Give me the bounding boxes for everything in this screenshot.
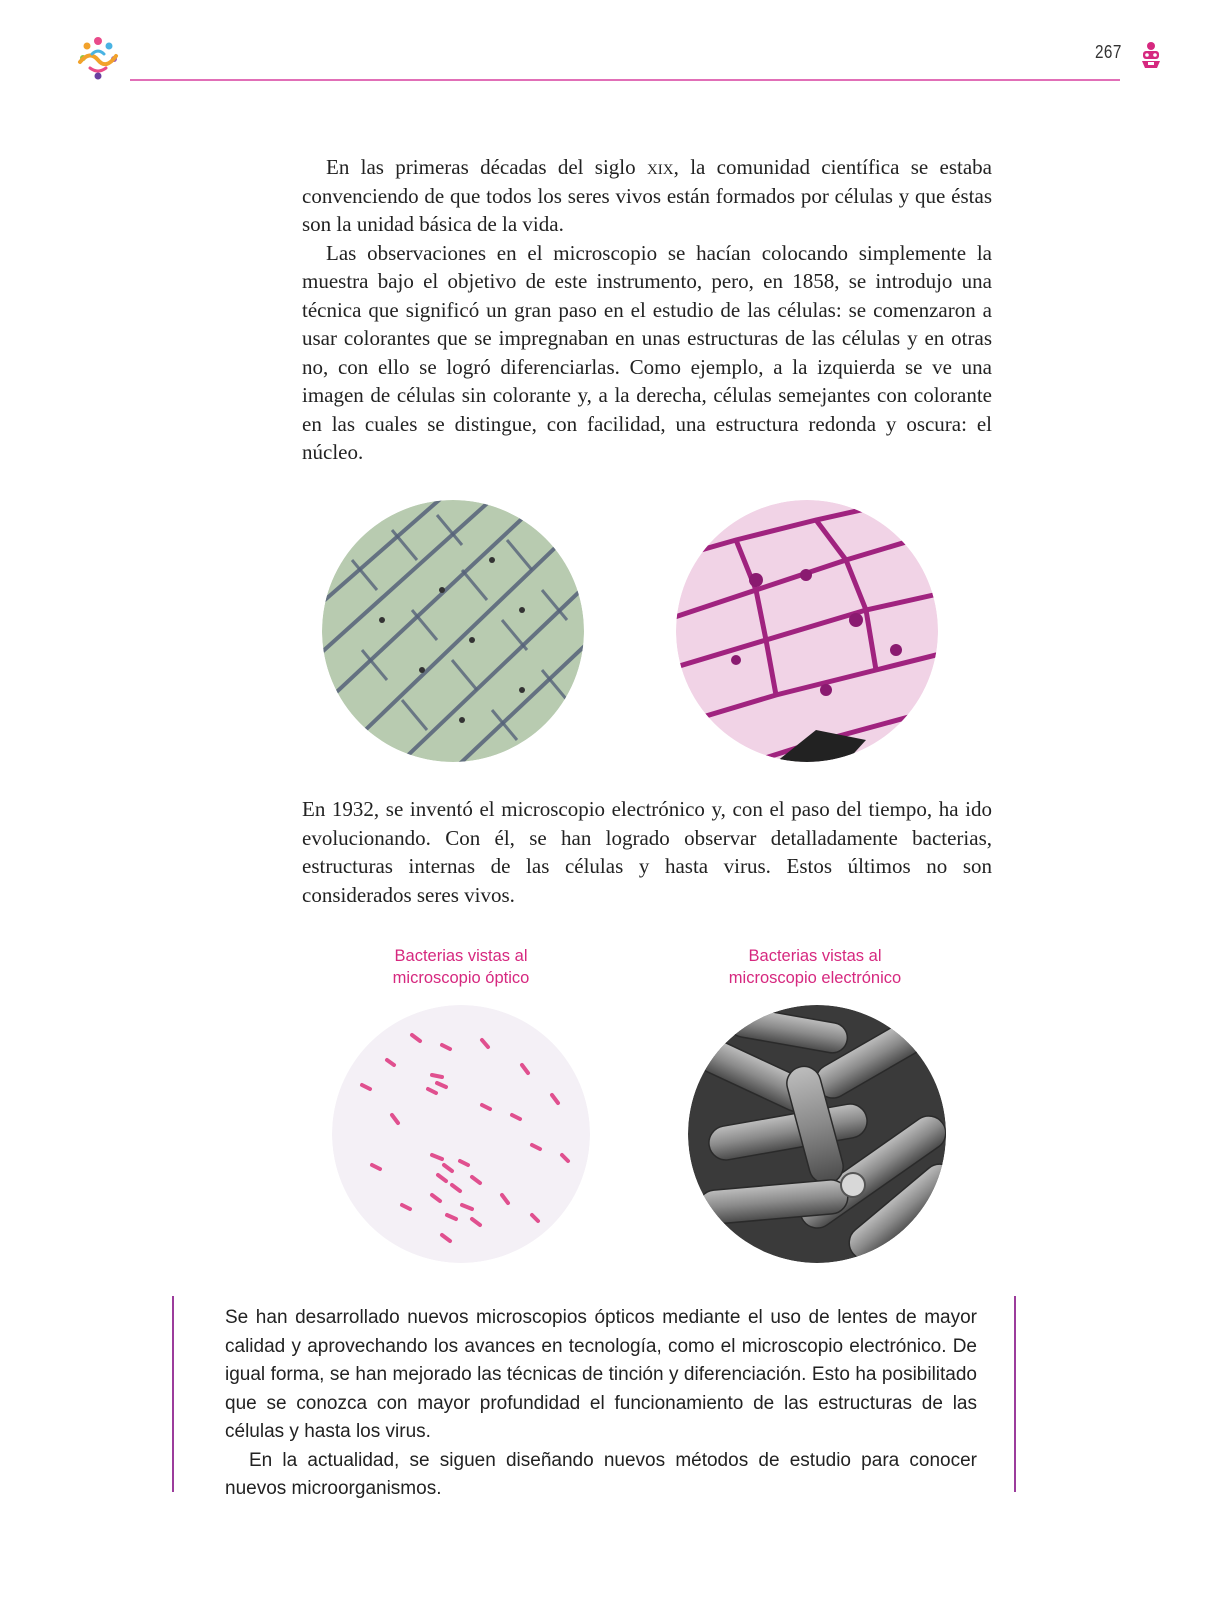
- box-left-rule: [172, 1296, 174, 1492]
- colorful-figure-logo-icon: [72, 32, 124, 84]
- intro-paragraph-2: Las observaciones en el microscopio se hacían colocando simplemente la muestra bajo el objetivo de este instrumento, pero, en 1858, se introdujo una técnica que significó un gran paso en el estudio de las células: se comenzaron a usar colorantes que se impregnaban en unas estructuras de las células y en otras no, con ello se logró diferenciarlas. Como ejemplo, a la izquierda se ve una imagen de células sin colorante y, a la derecha, células semejantes con colorante en las cuales se distingue, con facilidad, una estructura redonda y oscura: el núcleo.: [302, 240, 992, 464]
- intro-paragraph-1: En las primeras décadas del siglo xix, la comunidad científica se estaba convenciendo de que todos los seres vivos están formados por células y que éstas son la unidad básica de la vida.: [302, 155, 993, 236]
- electron-bacteria-micrograph: [688, 1005, 946, 1263]
- page-number: 267: [1095, 42, 1122, 62]
- optical-caption: Bacterias vistas al microscopio óptico: [392, 947, 530, 987]
- stained-cells-micrograph: [676, 500, 938, 762]
- intro-text: [302, 153, 992, 467]
- unstained-cells-micrograph: [322, 500, 584, 762]
- pink-mayan-glyph-icon: [1138, 40, 1164, 70]
- summary-paragraph-2: En la actualidad, se siguen diseñando nuevos métodos de estudio para conocer nuevos microorganismos.: [225, 1449, 977, 1499]
- header-rule: [130, 79, 1120, 81]
- summary-paragraph-1: Se han desarrollado nuevos microscopios ópticos mediante el uso de lentes de mayor calidad y aprovechando los avances en tecnología, como el microscopio electrónico. De igual forma, se han mejorado las técnicas de tinción y diferenciación. Esto ha posibilitado que se conozca con mayor profundidad el funcionamiento de las estructuras de las células y hasta los virus.: [225, 1307, 977, 1442]
- electron-paragraph: En 1932, se inventó el microscopio electrónico y, con el paso del tiempo, ha ido evolucionando. Con él, se han logrado observar detalladamente bacterias, estructuras internas de las células y hasta virus. Estos últimos no son considerados seres vivos.: [302, 797, 992, 907]
- box-right-rule: [1014, 1296, 1016, 1492]
- electron-text: [302, 795, 992, 909]
- electronic-caption: Bacterias vistas al microscopio electrónico: [728, 947, 902, 987]
- optical-bacteria-micrograph: [332, 1005, 590, 1263]
- summary-box: [225, 1304, 977, 1504]
